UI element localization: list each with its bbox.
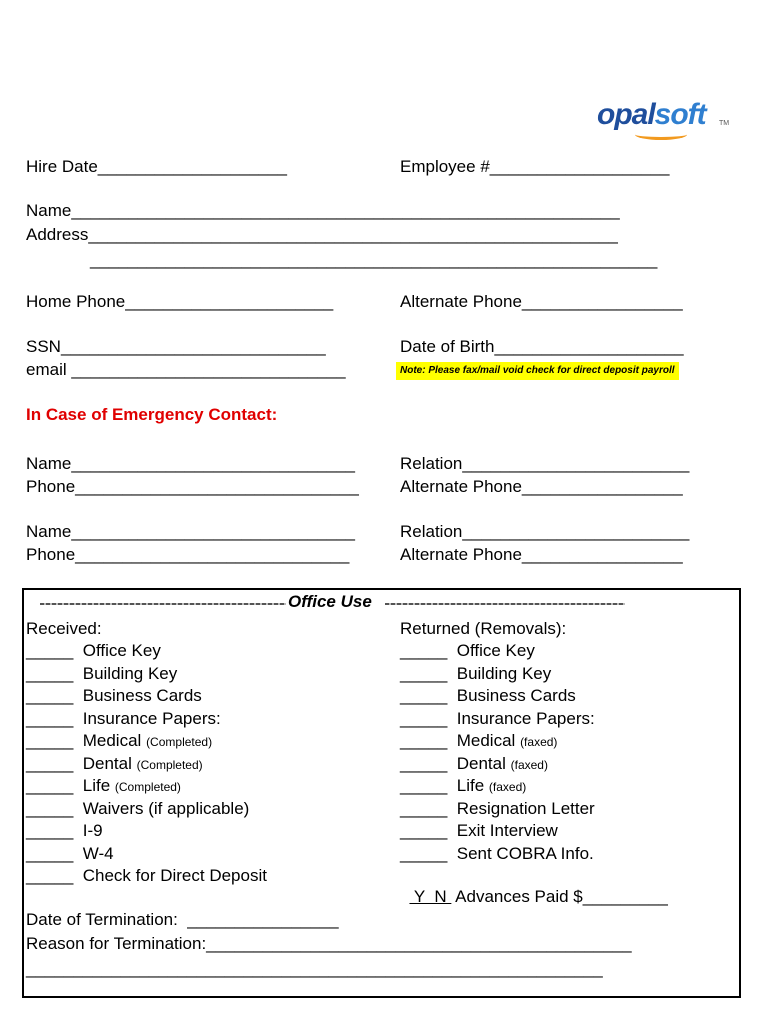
emergency-1-phone-field[interactable]: Phone______________________________: [26, 477, 359, 496]
returned-item: [400, 799, 595, 819]
logo-text-soft: soft: [654, 98, 706, 131]
received-item-blank[interactable]: _____: [26, 731, 74, 750]
returned-item-blank[interactable]: _____: [400, 776, 448, 795]
returned-item: [400, 641, 535, 661]
returned-item-label: Life: [456, 776, 485, 795]
logo-trademark: TM: [719, 120, 730, 127]
received-item-note: (Completed): [136, 757, 203, 772]
returned-item-note: (faxed): [510, 757, 548, 772]
logo-text-opal: opal: [597, 98, 655, 131]
emergency-1-alt-phone-field[interactable]: Alternate Phone_________________: [400, 477, 683, 496]
received-item-label: W-4: [82, 843, 114, 863]
direct-deposit-note: Note: Please fax/mail void check for direct deposit payroll: [396, 362, 679, 380]
received-item: [26, 844, 114, 864]
ssn-field[interactable]: SSN____________________________: [26, 337, 326, 356]
received-item-blank[interactable]: _____: [26, 708, 74, 728]
received-item-note: (Completed): [146, 735, 213, 749]
returned-item-blank[interactable]: _____: [400, 641, 448, 660]
received-item-blank[interactable]: _____: [26, 821, 74, 840]
received-item: [26, 731, 212, 752]
returned-item: [400, 686, 576, 706]
received-item: [26, 641, 161, 661]
returned-item: [400, 731, 557, 752]
returned-item: [400, 821, 558, 841]
returned-heading: Returned (Removals):: [400, 619, 567, 638]
returned-item: [400, 709, 595, 729]
opalsoft-logo: [597, 98, 730, 132]
received-item-label: Building Key: [82, 663, 178, 683]
returned-item-note: (faxed): [488, 780, 527, 794]
advances-row: [400, 867, 668, 907]
office-use-title: [40, 592, 625, 614]
received-item-label: Business Cards: [82, 686, 202, 705]
office-use-label: Office Use: [288, 592, 372, 611]
office-title-rule-left: [40, 603, 286, 605]
returned-item-blank[interactable]: _____: [400, 843, 448, 863]
returned-item-label: Insurance Papers:: [456, 708, 595, 728]
received-item-blank[interactable]: _____: [26, 798, 74, 818]
received-item-label: I-9: [82, 821, 103, 840]
returned-item-blank[interactable]: _____: [400, 708, 448, 728]
received-item-note: (Completed): [114, 780, 181, 794]
returned-item: [400, 754, 548, 775]
received-item: [26, 709, 221, 729]
received-item-blank[interactable]: _____: [26, 776, 74, 795]
returned-item-label: Resignation Letter: [456, 798, 595, 818]
employee-number-field[interactable]: Employee #___________________: [400, 157, 670, 176]
returned-item-blank[interactable]: _____: [400, 663, 448, 683]
advances-yes-no[interactable]: Y N: [409, 887, 452, 906]
received-item-blank[interactable]: _____: [26, 753, 74, 773]
received-item: [26, 866, 267, 886]
received-heading: Received:: [26, 619, 102, 638]
returned-item-blank[interactable]: _____: [400, 731, 448, 750]
received-item: [26, 776, 181, 797]
received-item-label: Insurance Papers:: [82, 708, 221, 728]
emergency-2-phone-field[interactable]: Phone_____________________________: [26, 545, 350, 564]
termination-date-field[interactable]: Date of Termination: ________________: [26, 910, 339, 929]
received-item: [26, 664, 177, 684]
returned-item-label: Office Key: [456, 641, 535, 660]
alternate-phone-field[interactable]: Alternate Phone_________________: [400, 292, 683, 311]
address-line2-field[interactable]: ____________________________________________________________: [90, 250, 658, 269]
received-item: [26, 754, 203, 775]
emergency-2-alt-phone-field[interactable]: Alternate Phone_________________: [400, 545, 683, 564]
returned-item: [400, 664, 551, 684]
returned-item-note: (faxed): [520, 735, 558, 749]
returned-item-label: Sent COBRA Info.: [456, 843, 594, 863]
emergency-heading: In Case of Emergency Contact:: [26, 405, 278, 424]
received-item-label: Dental: [82, 753, 132, 773]
email-field[interactable]: email _____________________________: [26, 360, 346, 379]
returned-item: [400, 844, 594, 864]
returned-item-label: Medical: [456, 731, 516, 750]
received-item-label: Office Key: [82, 641, 161, 660]
returned-item-label: Business Cards: [456, 686, 576, 705]
office-title-rule-right: [385, 603, 625, 605]
hire-date-field[interactable]: Hire Date____________________: [26, 157, 287, 176]
date-of-birth-field[interactable]: Date of Birth____________________: [400, 337, 684, 356]
returned-item-blank[interactable]: _____: [400, 686, 448, 705]
returned-item-label: Exit Interview: [456, 821, 558, 840]
advances-paid-field[interactable]: Advances Paid $_________: [455, 887, 668, 906]
home-phone-field[interactable]: Home Phone______________________: [26, 292, 334, 311]
received-item: [26, 686, 202, 706]
returned-item-blank[interactable]: _____: [400, 753, 448, 773]
received-item-blank[interactable]: _____: [26, 663, 74, 683]
returned-item: [400, 776, 526, 797]
emergency-2-relation-field[interactable]: Relation________________________: [400, 522, 690, 541]
termination-reason-field[interactable]: Reason for Termination:_____________________________________________: [26, 934, 632, 953]
returned-item-label: Building Key: [456, 663, 552, 683]
received-item: [26, 799, 249, 819]
received-item-label: Check for Direct Deposit: [82, 866, 267, 885]
received-item-label: Waivers (if applicable): [82, 798, 250, 818]
emergency-1-name-field[interactable]: Name______________________________: [26, 454, 355, 473]
received-item: [26, 821, 103, 841]
received-item-label: Medical: [82, 731, 142, 750]
returned-item-blank[interactable]: _____: [400, 821, 448, 840]
received-item-blank[interactable]: _____: [26, 843, 74, 863]
received-item-blank[interactable]: _____: [26, 686, 74, 705]
returned-item-blank[interactable]: _____: [400, 798, 448, 818]
logo-swoosh: [635, 129, 687, 140]
received-item-blank[interactable]: _____: [26, 866, 74, 885]
emergency-2-name-field[interactable]: Name______________________________: [26, 522, 355, 541]
emergency-1-relation-field[interactable]: Relation________________________: [400, 454, 690, 473]
returned-item-label: Dental: [456, 753, 506, 773]
name-field[interactable]: Name__________________________________________________________: [26, 201, 620, 220]
received-item-label: Life: [82, 776, 111, 795]
termination-reason-line2[interactable]: _____________________________________________________________: [26, 959, 603, 978]
received-item-blank[interactable]: _____: [26, 641, 74, 660]
address-field[interactable]: Address________________________________________________________: [26, 225, 618, 244]
